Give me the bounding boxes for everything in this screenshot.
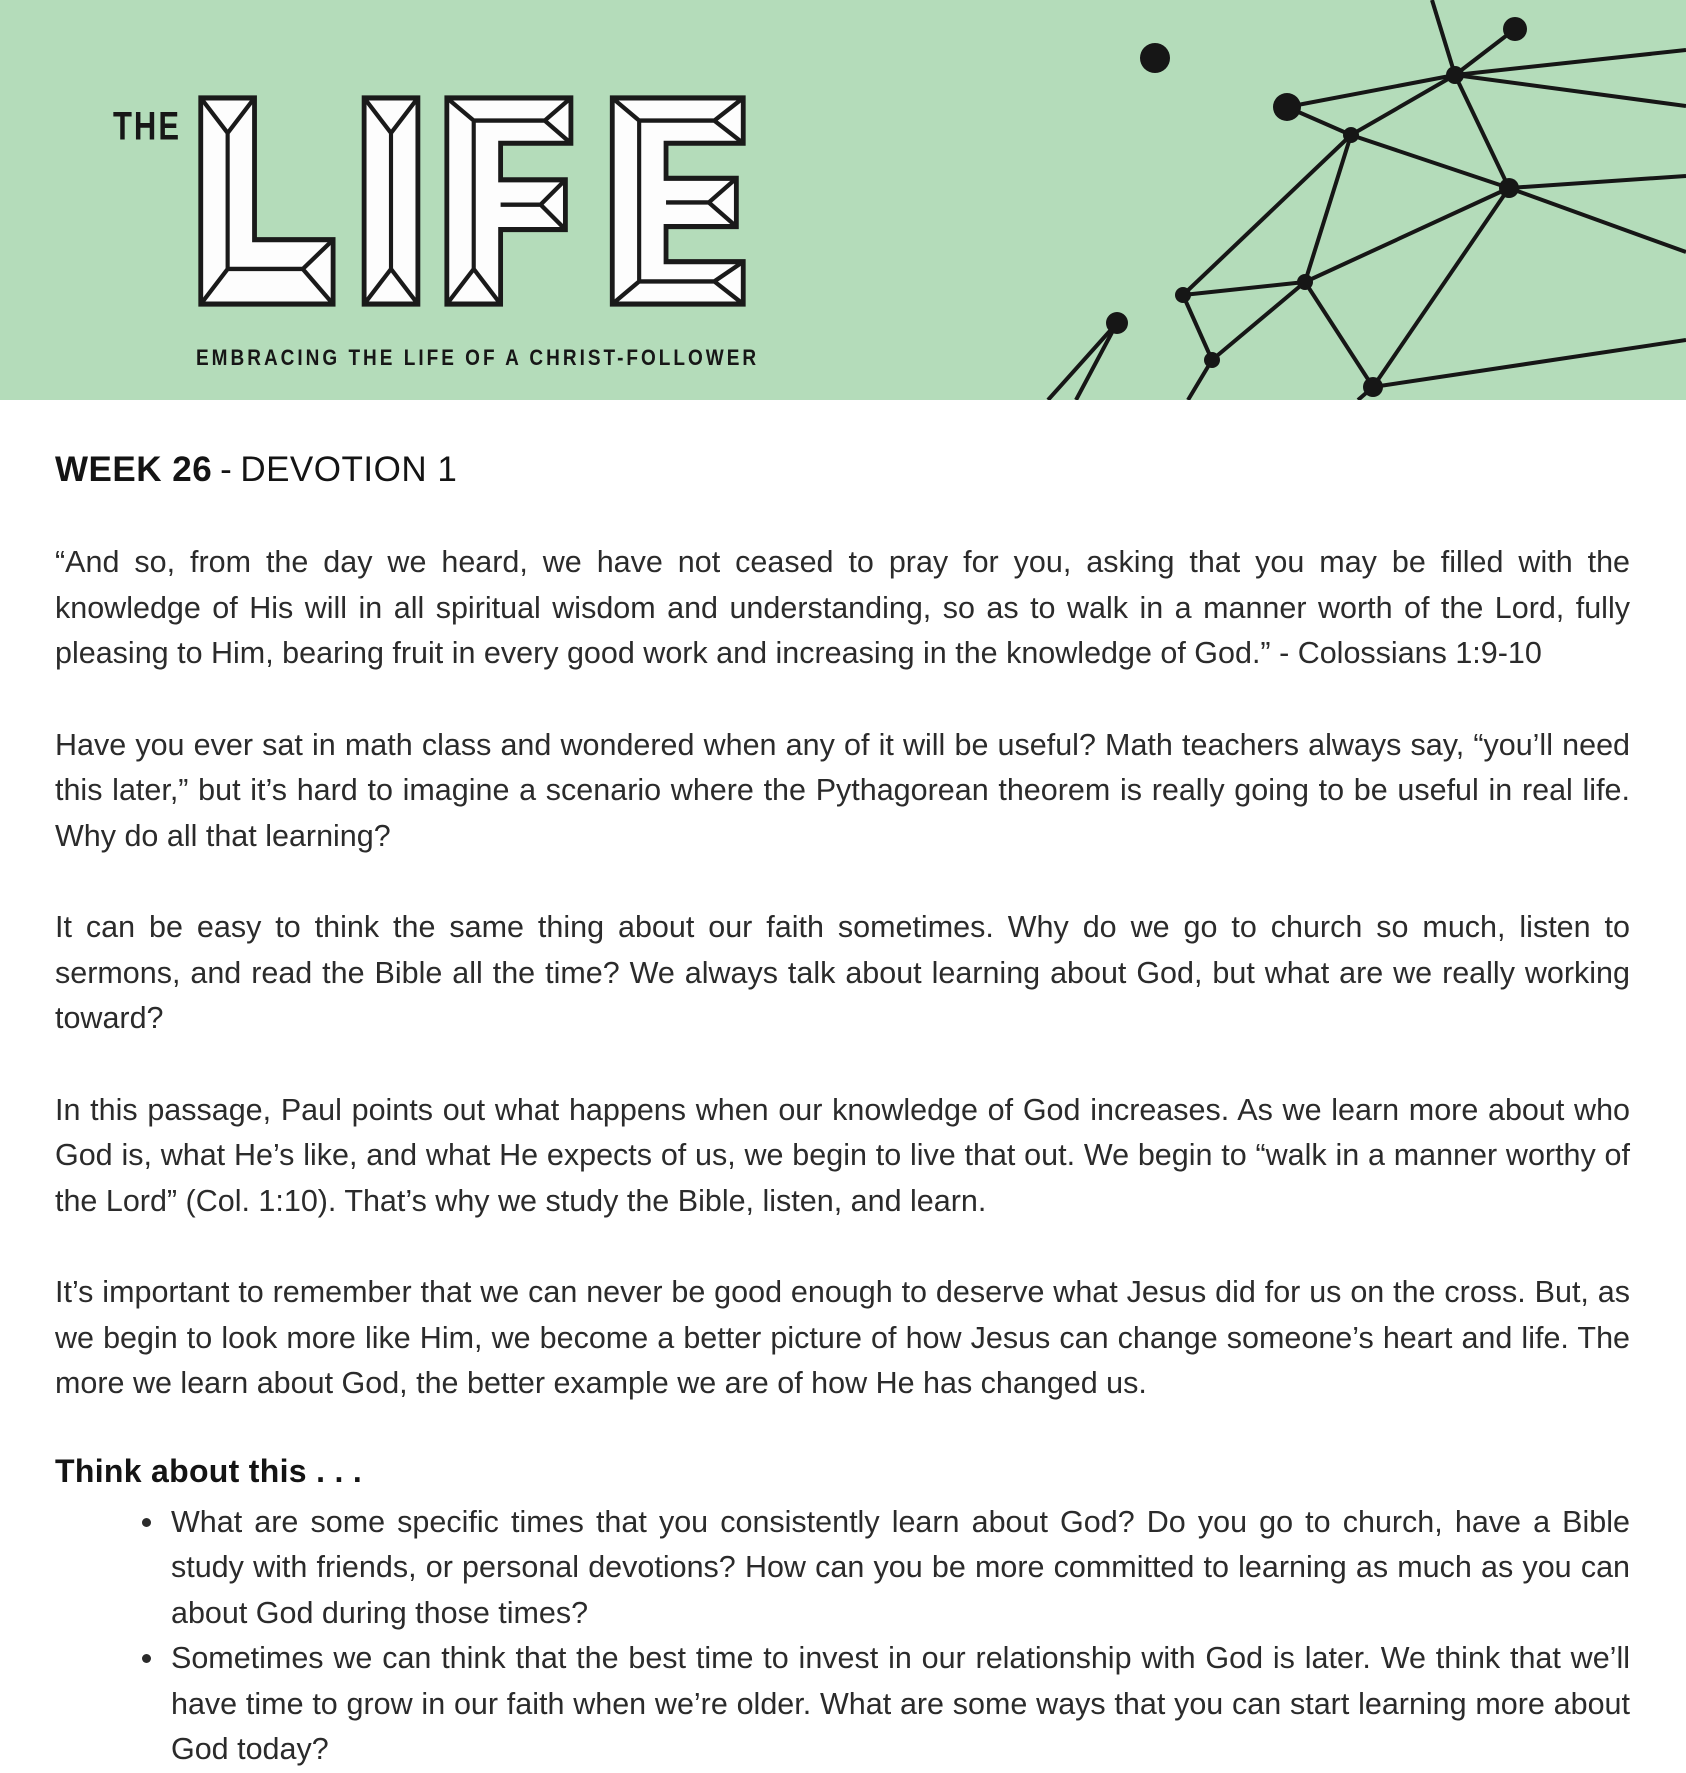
body-paragraph: In this passage, Paul points out what happens when our knowledge of God increases. As we learn more about who God is, what He’s like, and what He expects of us, we begin to live that out. We begin to “walk in a manner worthy of the Lord” (Col. 1:10). That’s why we study the Bible, listen, and learn. — [55, 1092, 1630, 1218]
letter-l — [201, 98, 333, 304]
devotion-content — [0, 400, 1686, 1773]
think-about-this-heading: Think about this . . . — [55, 1452, 363, 1489]
page-title — [55, 450, 1630, 490]
body-paragraph: It’s important to remember that we can never be good enough to deserve what Jesus did for us on the cross. But, as we begin to look more like Him, we become a better picture of how Jesus can change someone’s heart and life. The more we learn about God, the better example we are of how He has changed us. — [55, 1275, 1630, 1400]
network-pattern-icon — [1036, 0, 1686, 400]
body-paragraph: It can be easy to think the same thing about our faith sometimes. Why do we go to church so much, listen to sermons, and read the Bible all the time? We always talk about learning about God, but what are we really working toward? — [55, 910, 1630, 1035]
scripture-quote-paragraph: “And so, from the day we heard, we have not ceased to pray for you, asking that you may be filled with the knowledge of His will in all spiritual wisdom and understanding, so as to walk in a manner worth of the Lord, fully pleasing to Him, bearing fruit in every good work and increasing in the knowledge of God.” - Colossians 1:9-10 — [55, 545, 1630, 670]
think-list — [55, 1500, 1630, 1773]
banner — [0, 0, 1686, 400]
life-beveled-wordmark-icon — [198, 95, 746, 307]
logo-tagline: EMBRACING THE LIFE OF A CHRIST-FOLLOWER — [196, 346, 760, 371]
letter-i — [364, 98, 418, 304]
think-bullet-item: • What are some specific times that you consistently learn about God? Do you go to church, have a Bible study with friends, or personal devotions? How can you be more committed to learning as much as you can about God during those times? — [167, 1500, 1630, 1637]
think-bullet-item: • Sometimes we can think that the best time to invest in our relationship with God is later. We think that we’ll have time to grow in our faith when we’re older. What are some ways that you can start learning more about God today? — [167, 1636, 1630, 1773]
devotion-label: DEVOTION 1 — [240, 450, 458, 489]
week-label: WEEK 26 — [55, 450, 213, 489]
body-paragraph: Have you ever sat in math class and wondered when any of it will be useful? Math teachers always say, “you’ll need this later,” but it’s hard to imagine a scenario where the Pythagorean theorem is really going to be useful in real life. Why do all that learning? — [55, 727, 1630, 853]
title-separator: - — [220, 450, 233, 489]
letter-f — [447, 98, 571, 304]
logo-the-label: THE — [113, 103, 181, 149]
letter-e — [612, 98, 743, 304]
